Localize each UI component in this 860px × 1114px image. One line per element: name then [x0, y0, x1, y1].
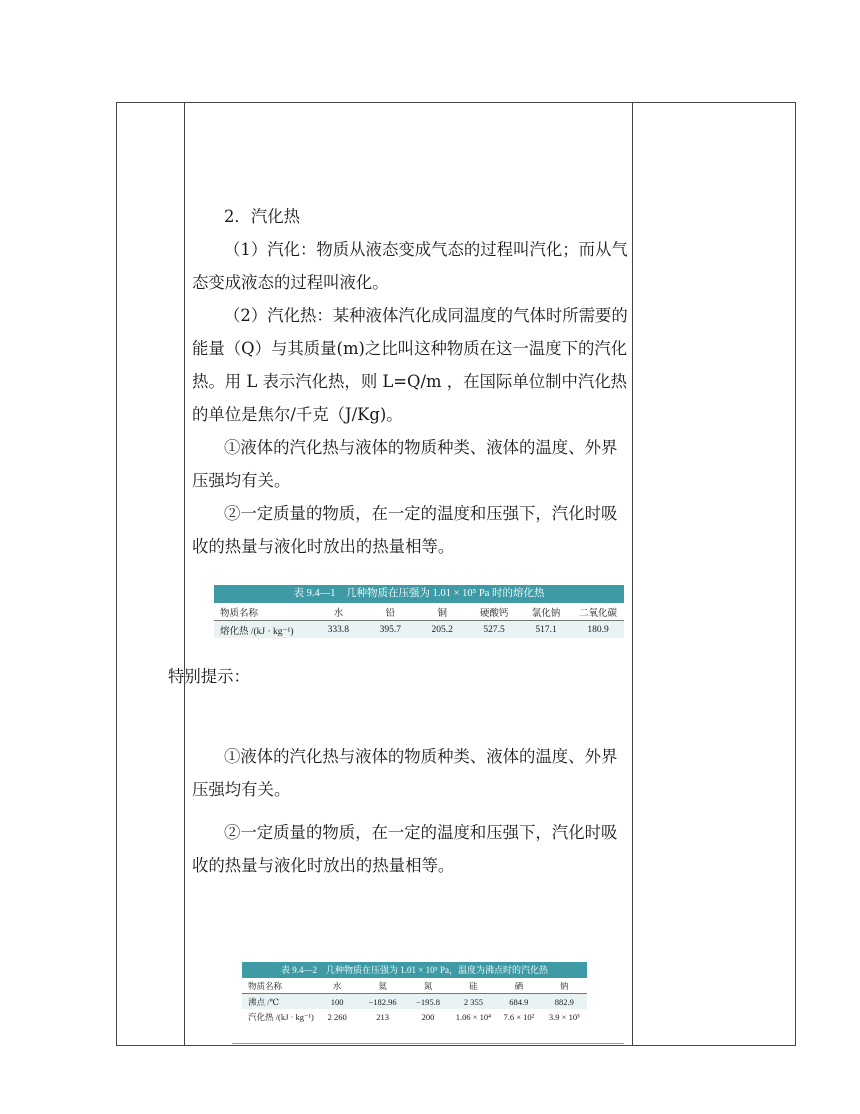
paragraph-heat-of-vaporization: （2）汽化热：某种液体汽化成同温度的气体时所需要的能量（Q）与其质量(m)之比叫这种物质在这一温度下的汽化热。用 L 表示汽化热，则 L=Q/m ，在国际单位制中汽化热的单位是焦尔/千克（J/Kg)。	[192, 306, 628, 424]
table-cell: 2 260	[327, 1011, 347, 1022]
table-cell: 铅	[364, 603, 416, 621]
table-cell: 2 355	[451, 994, 496, 1010]
table-cell: 熔化热 /(kJ · kg⁻¹)	[214, 621, 312, 639]
table-caption: 表 9.4—1 几种物质在压强为 1.01 × 10⁵ Pa 时的熔化热	[214, 585, 624, 603]
table-cell: 汽化热 /(kJ · kg⁻¹)	[248, 1011, 314, 1022]
table-cell: 205.2	[416, 621, 468, 639]
table-cell: 硒	[496, 978, 541, 994]
table-cell: 213	[376, 1011, 389, 1022]
table-caption: 表 9.4—2 几种物质在压强为 1.01 × 10⁵ Pa，温度为沸点时的汽化热	[242, 962, 587, 978]
table-cell: 3.9 × 10³	[548, 1011, 580, 1022]
table-cell: 527.5	[468, 621, 520, 639]
table-cell: 钠	[542, 978, 587, 994]
table-cell: 硬酸钙	[468, 603, 520, 621]
table-row	[242, 994, 587, 1010]
table-cell: 水	[314, 978, 359, 994]
table-cell: 铜	[416, 603, 468, 621]
table-cell: 200	[421, 1011, 435, 1022]
table-row	[214, 621, 624, 639]
table-header-row	[242, 978, 587, 994]
column-divider-left	[184, 102, 185, 1046]
table-cell: 395.7	[364, 621, 416, 639]
image-bottom-edge	[232, 1043, 624, 1044]
column-divider-right	[632, 102, 633, 1046]
tip-label: 特别提示：	[168, 667, 250, 686]
table-cell: 333.8	[312, 621, 364, 639]
table-cell: 氦	[360, 978, 405, 994]
table-cell: −195.8	[405, 994, 450, 1010]
tip-content	[168, 660, 630, 882]
table-cell: 684.9	[496, 994, 541, 1010]
table-cell: 7.6 × 10²	[503, 1011, 535, 1022]
table-cell: 物质名称	[214, 603, 312, 621]
section-heading: 2．汽化热	[224, 207, 300, 226]
table-cell: 180.9	[572, 621, 624, 639]
table-cell: 517.1	[520, 621, 572, 639]
table-cell: 水	[312, 603, 364, 621]
paragraph-vaporization: （1）汽化：物质从液态变成气态的过程叫汽化；而从气态变成液态的过程叫液化。	[192, 240, 628, 292]
paragraph-note-2: ②一定质量的物质，在一定的温度和压强下，汽化时吸收的热量与液化时放出的热量相等。	[192, 504, 618, 556]
table-cell: 1.06 × 10⁴	[455, 1011, 492, 1022]
table-cell: 氯化钠	[520, 603, 572, 621]
table-row	[242, 1009, 587, 1024]
table-header-row	[214, 603, 624, 621]
table-cell: 物质名称	[242, 978, 314, 994]
table-cell: 硅	[451, 978, 496, 994]
table-cell: 882.9	[542, 994, 587, 1010]
table-cell: 100	[314, 994, 359, 1010]
vaporization-heat-table	[242, 962, 587, 1024]
tip-paragraph-1: ①液体的汽化热与液体的物质种类、液体的温度、外界压强均有关。	[192, 747, 618, 799]
main-content	[192, 200, 630, 563]
tip-paragraph-2: ②一定质量的物质，在一定的温度和压强下，汽化时吸收的热量与液化时放出的热量相等。	[192, 823, 618, 875]
paragraph-note-1: ①液体的汽化热与液体的物质种类、液体的温度、外界压强均有关。	[192, 438, 618, 490]
melting-heat-table	[214, 585, 624, 638]
table-cell: −182.96	[360, 994, 405, 1010]
table-cell: 二氧化碳	[572, 603, 624, 621]
table-cell: 氮	[405, 978, 450, 994]
table-cell: 沸点 /℃	[242, 994, 314, 1010]
